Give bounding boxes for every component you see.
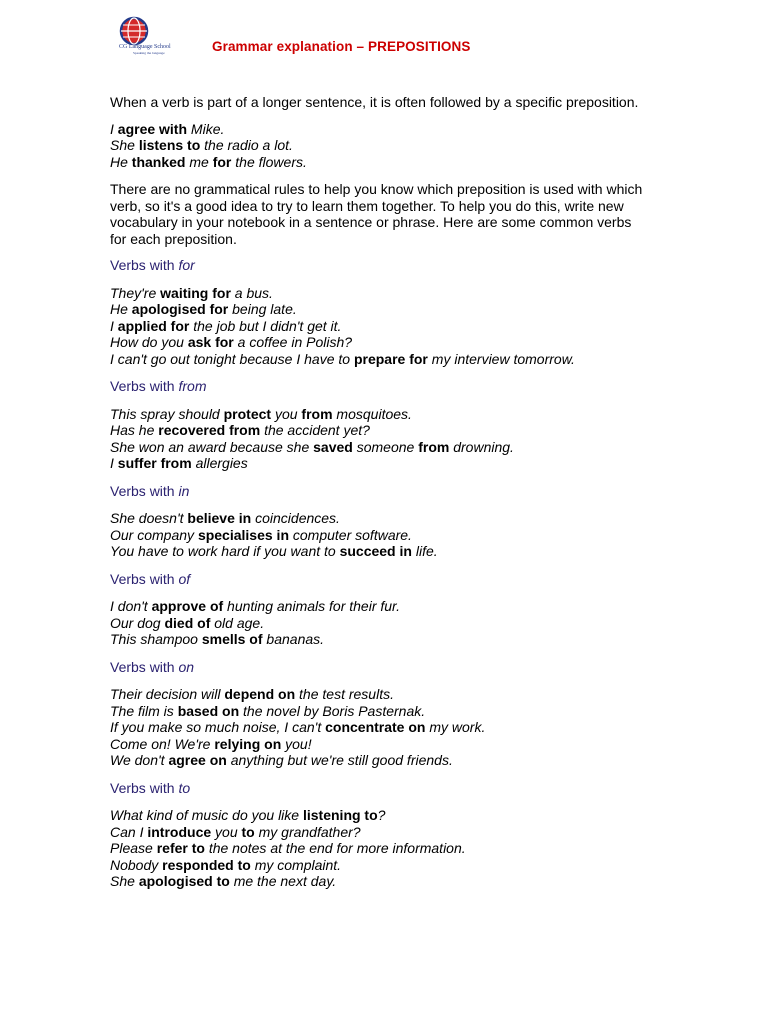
bold-verb-phrase: believe in <box>187 510 252 526</box>
example-line <box>110 686 650 703</box>
example-line <box>110 824 650 841</box>
section-heading <box>110 659 650 676</box>
example-text: my grandfather? <box>254 823 361 840</box>
bold-verb-phrase: introduce <box>147 823 212 840</box>
section-examples <box>110 510 650 560</box>
section-heading-preposition: on <box>178 658 195 675</box>
example-text: mosquitoes. <box>332 405 412 422</box>
example-text: the test results. <box>295 686 394 702</box>
example-text: computer software. <box>289 526 412 543</box>
example-text: coincidences. <box>251 510 340 526</box>
example-text: the flowers. <box>231 153 307 170</box>
example-text: This spray should <box>110 405 224 422</box>
section-of <box>110 571 650 648</box>
bold-verb-phrase: applied for <box>117 317 190 334</box>
section-heading-preposition: in <box>178 482 190 499</box>
bold-verb-phrase: apologised for <box>131 301 229 317</box>
example-text: a coffee in Polish? <box>233 334 353 350</box>
logo-school-name: CG Language School <box>119 44 171 50</box>
section-on <box>110 659 650 769</box>
example-text: the job but I didn't get it. <box>189 317 342 334</box>
bold-verb-phrase: recovered from <box>158 422 261 438</box>
bold-verb-phrase: succeed in <box>339 543 412 559</box>
example-line <box>110 439 650 456</box>
example-line <box>110 807 650 824</box>
example-text: If you make so much noise, I can't <box>110 719 326 735</box>
example-text: Please <box>110 840 157 856</box>
bold-verb-phrase: listening to <box>302 807 378 823</box>
example-text: What kind of music do you like <box>110 807 303 823</box>
section-heading-prefix: Verbs with <box>110 257 179 273</box>
section-for <box>110 257 650 367</box>
section-heading <box>110 483 650 500</box>
section-heading-preposition: from <box>178 378 207 394</box>
bold-verb-phrase: concentrate on <box>325 719 426 735</box>
example-text: me the next day. <box>229 873 337 889</box>
example-line <box>110 422 650 439</box>
bold-verb-phrase: ask for <box>187 334 234 350</box>
section-from <box>110 378 650 472</box>
example-line <box>110 543 650 560</box>
section-examples <box>110 598 650 648</box>
example-text: a bus. <box>230 284 273 301</box>
example-text: my work. <box>425 719 486 735</box>
bold-verb-phrase: smells of <box>201 631 263 647</box>
example-line <box>110 857 650 874</box>
example-line <box>110 752 650 769</box>
example-text: drowning. <box>449 438 514 455</box>
example-text: They're <box>110 284 161 301</box>
example-text: She doesn't <box>110 510 188 526</box>
bold-verb-phrase: relying on <box>214 735 282 752</box>
intro-example-line <box>110 154 650 171</box>
example-line <box>110 719 650 736</box>
section-heading-preposition: of <box>178 570 191 587</box>
example-text: We don't <box>110 752 169 768</box>
section-to <box>110 780 650 890</box>
example-text: I <box>110 317 118 334</box>
example-line <box>110 873 650 890</box>
example-text: Nobody <box>110 856 163 873</box>
example-text: She <box>110 137 139 153</box>
example-text: you <box>211 823 242 840</box>
intro-examples <box>110 121 650 171</box>
bold-verb-phrase: specialises in <box>197 526 289 543</box>
example-line <box>110 615 650 632</box>
rules-paragraph: There are no grammatical rules to help you know which preposition is used with which verb, so it's a good idea to try to learn them together. To help you do this, write new vocabulary in your notebook in a sentence or phrase. Here are some common verbs for each preposition. <box>110 181 643 247</box>
example-line <box>110 406 650 423</box>
example-line <box>110 703 650 720</box>
section-examples <box>110 406 650 472</box>
example-text: you <box>271 405 302 422</box>
bold-verb-phrase: protect <box>223 405 272 422</box>
example-text: Come on! We're <box>110 735 215 752</box>
example-text: hunting animals for their fur. <box>223 598 401 614</box>
section-heading-prefix: Verbs with <box>110 378 179 394</box>
bold-verb-phrase: responded to <box>162 856 251 873</box>
bold-verb-phrase: prepare for <box>353 350 428 367</box>
example-line <box>110 527 650 544</box>
bold-verb-phrase: suffer from <box>117 455 192 471</box>
example-line <box>110 455 650 472</box>
bold-verb-phrase: depend on <box>224 686 296 702</box>
example-text: Mike. <box>187 120 225 137</box>
example-line <box>110 285 650 302</box>
example-text: old age. <box>210 614 265 631</box>
example-text: someone <box>352 438 419 455</box>
intro-paragraph: When a verb is part of a longer sentence, it is often followed by a specific preposition. <box>110 94 639 110</box>
example-line <box>110 510 650 527</box>
bold-verb-phrase: to <box>241 823 255 840</box>
bold-verb-phrase: listens to <box>138 137 201 153</box>
example-text: I can't go out tonight because I have to <box>110 350 354 367</box>
section-heading-preposition: to <box>178 779 191 796</box>
example-text: You have to work hard if you want to <box>110 543 340 559</box>
section-in <box>110 483 650 560</box>
section-heading-prefix: Verbs with <box>110 779 179 796</box>
example-text: anything but we're still good friends. <box>226 752 453 768</box>
intro-example-line <box>110 137 650 154</box>
example-text: ? <box>377 807 386 823</box>
example-line <box>110 318 650 335</box>
example-text: He <box>110 301 132 317</box>
document-body <box>110 94 650 901</box>
example-text: He <box>110 153 132 170</box>
example-line <box>110 351 650 368</box>
example-text: the notes at the end for more information. <box>204 840 466 856</box>
example-line <box>110 598 650 615</box>
example-text: the radio a lot. <box>200 137 293 153</box>
bold-verb-phrase: for <box>212 153 232 170</box>
bold-verb-phrase: from <box>418 438 450 455</box>
preposition-sections <box>110 257 650 890</box>
example-text: She won an award because she <box>110 438 314 455</box>
section-heading-preposition: for <box>178 257 195 273</box>
example-text: The film is <box>110 702 178 719</box>
bold-verb-phrase: refer to <box>156 840 205 856</box>
example-text: the accident yet? <box>260 422 370 438</box>
bold-verb-phrase: based on <box>177 702 240 719</box>
section-examples <box>110 285 650 368</box>
example-text: I don't <box>110 598 152 614</box>
section-examples <box>110 686 650 769</box>
bold-verb-phrase: approve of <box>151 598 224 614</box>
section-heading-prefix: Verbs with <box>110 482 179 499</box>
section-heading <box>110 257 650 274</box>
example-line <box>110 736 650 753</box>
section-heading-prefix: Verbs with <box>110 658 179 675</box>
section-heading <box>110 571 650 588</box>
example-text: Their decision will <box>110 686 225 702</box>
page-title: Grammar explanation – PREPOSITIONS <box>212 39 471 54</box>
example-text: I <box>110 120 118 137</box>
example-text: my interview tomorrow. <box>427 350 575 367</box>
school-logo <box>115 14 190 60</box>
section-examples <box>110 807 650 890</box>
section-heading <box>110 378 650 395</box>
example-text: you! <box>281 735 312 752</box>
example-text: I <box>110 455 118 471</box>
example-text: me <box>185 153 213 170</box>
bold-verb-phrase: thanked <box>131 153 186 170</box>
example-text: the novel by Boris Pasternak. <box>239 702 426 719</box>
example-text: Can I <box>110 823 148 840</box>
example-text: being late. <box>228 301 297 317</box>
bold-verb-phrase: agree on <box>168 752 227 768</box>
example-text: This shampoo <box>110 631 202 647</box>
example-text: my complaint. <box>250 856 342 873</box>
section-heading-prefix: Verbs with <box>110 570 179 587</box>
intro-example-line <box>110 121 650 138</box>
example-text: How do you <box>110 334 188 350</box>
globe-logo-icon <box>119 16 149 46</box>
example-text: allergies <box>191 455 248 471</box>
example-text: bananas. <box>262 631 325 647</box>
bold-verb-phrase: saved <box>313 438 353 455</box>
example-text: Our dog <box>110 614 165 631</box>
bold-verb-phrase: died of <box>164 614 211 631</box>
example-line <box>110 334 650 351</box>
example-text: Our company <box>110 526 198 543</box>
logo-slogan: Speaking the language <box>133 51 165 55</box>
example-text: She <box>110 873 139 889</box>
example-line <box>110 840 650 857</box>
example-line <box>110 631 650 648</box>
example-text: life. <box>411 543 438 559</box>
bold-verb-phrase: agree with <box>117 120 188 137</box>
bold-verb-phrase: apologised to <box>138 873 230 889</box>
example-line <box>110 301 650 318</box>
bold-verb-phrase: from <box>301 405 333 422</box>
section-heading <box>110 780 650 797</box>
bold-verb-phrase: waiting for <box>160 284 231 301</box>
example-text: Has he <box>110 422 159 438</box>
